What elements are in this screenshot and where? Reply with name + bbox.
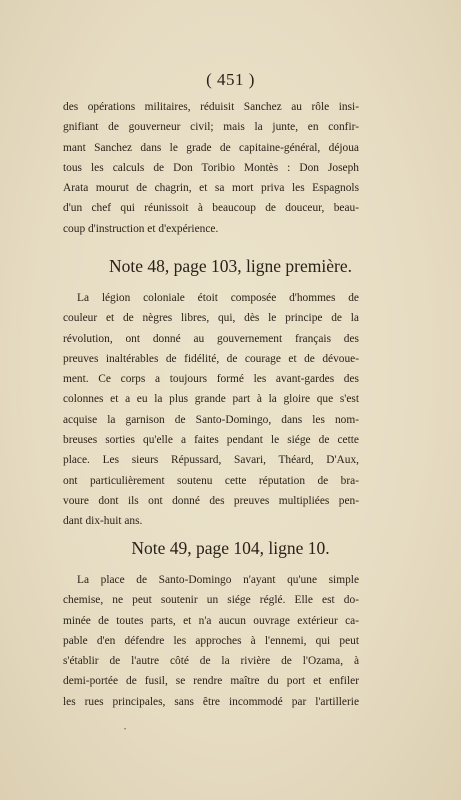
text-line: preuves inaltérables de fidélité, de courage et de dévoue- [63,352,359,365]
text-line: La place de Santo-Domingo n'ayant qu'une simple [77,574,359,586]
text-line: tous les calculs de Don Toribio Montès : Don Joseph [63,161,359,174]
text-line: les rues principales, sans être incommodé par l'artillerie [63,695,359,708]
text-line: d'un chef qui réunissoit à beaucoup de douceur, beau- [63,202,359,215]
page-number: ( 451 ) [206,70,255,89]
text-line: couleur et de nègres libres, qui, dès le principe de la [63,312,359,325]
note-48-heading: Note 48, page 103, ligne première. [109,256,352,276]
text-line: ont particulièrement soutenu cette réputation de bra- [63,474,359,487]
text-line: La légion coloniale étoit composée d'hommes de [77,292,359,304]
paragraph-1 [63,97,359,239]
text-line: minée de toutes parts, et n'a aucun ouvrage extérieur ca- [63,614,359,627]
text-line: colonnes et a eu la plus grande part à la gloire que s'est [63,393,359,406]
text-line: mant Sanchez dans le grade de capitaine-général, déjoua [63,141,359,154]
text-line: révolution, ont donné au gouvernement français des [63,332,359,345]
text-line: place. Les sieurs Répussard, Savari, Théard, D'Aux, [63,454,359,467]
text-line: demi-portée de fusil, se rendre maître du port et enfiler [63,675,359,688]
text-line: des opérations militaires, réduisit Sanchez au rôle insi- [63,101,359,113]
note-49-heading: Note 49, page 104, ligne 10. [131,538,330,558]
paper-speck: • [124,727,127,733]
paragraph-2 [63,288,359,532]
text-line: acquise la garnison de Santo-Domingo, dans les nom- [63,413,359,426]
text-line: coup d'instruction et d'expérience. [63,222,219,235]
text-line: breuses sorties qu'elle a faites pendant le siége de cette [63,434,359,447]
text-line: Arata mourut de chagrin, et sa mort priva les Espagnols [63,182,359,195]
text-line: s'établir de l'autre côté de la rivière de l'Ozama, à [63,655,359,668]
text-line: chemise, ne peut soutenir un siége réglé. Elle est do- [63,594,359,607]
text-line: dant dix-huit ans. [63,515,143,528]
text-line: voure dont ils ont donné des preuves multipliées pen- [63,494,359,507]
text-line: pable d'en défendre les approches à l'ennemi, qui peut [63,634,359,647]
text-line: ment. Ce corps a toujours formé les avant-gardes des [63,373,359,386]
paragraph-3 [63,570,359,712]
text-line: gnifiant de gouverneur civil; mais la junte, en confir- [63,121,359,134]
